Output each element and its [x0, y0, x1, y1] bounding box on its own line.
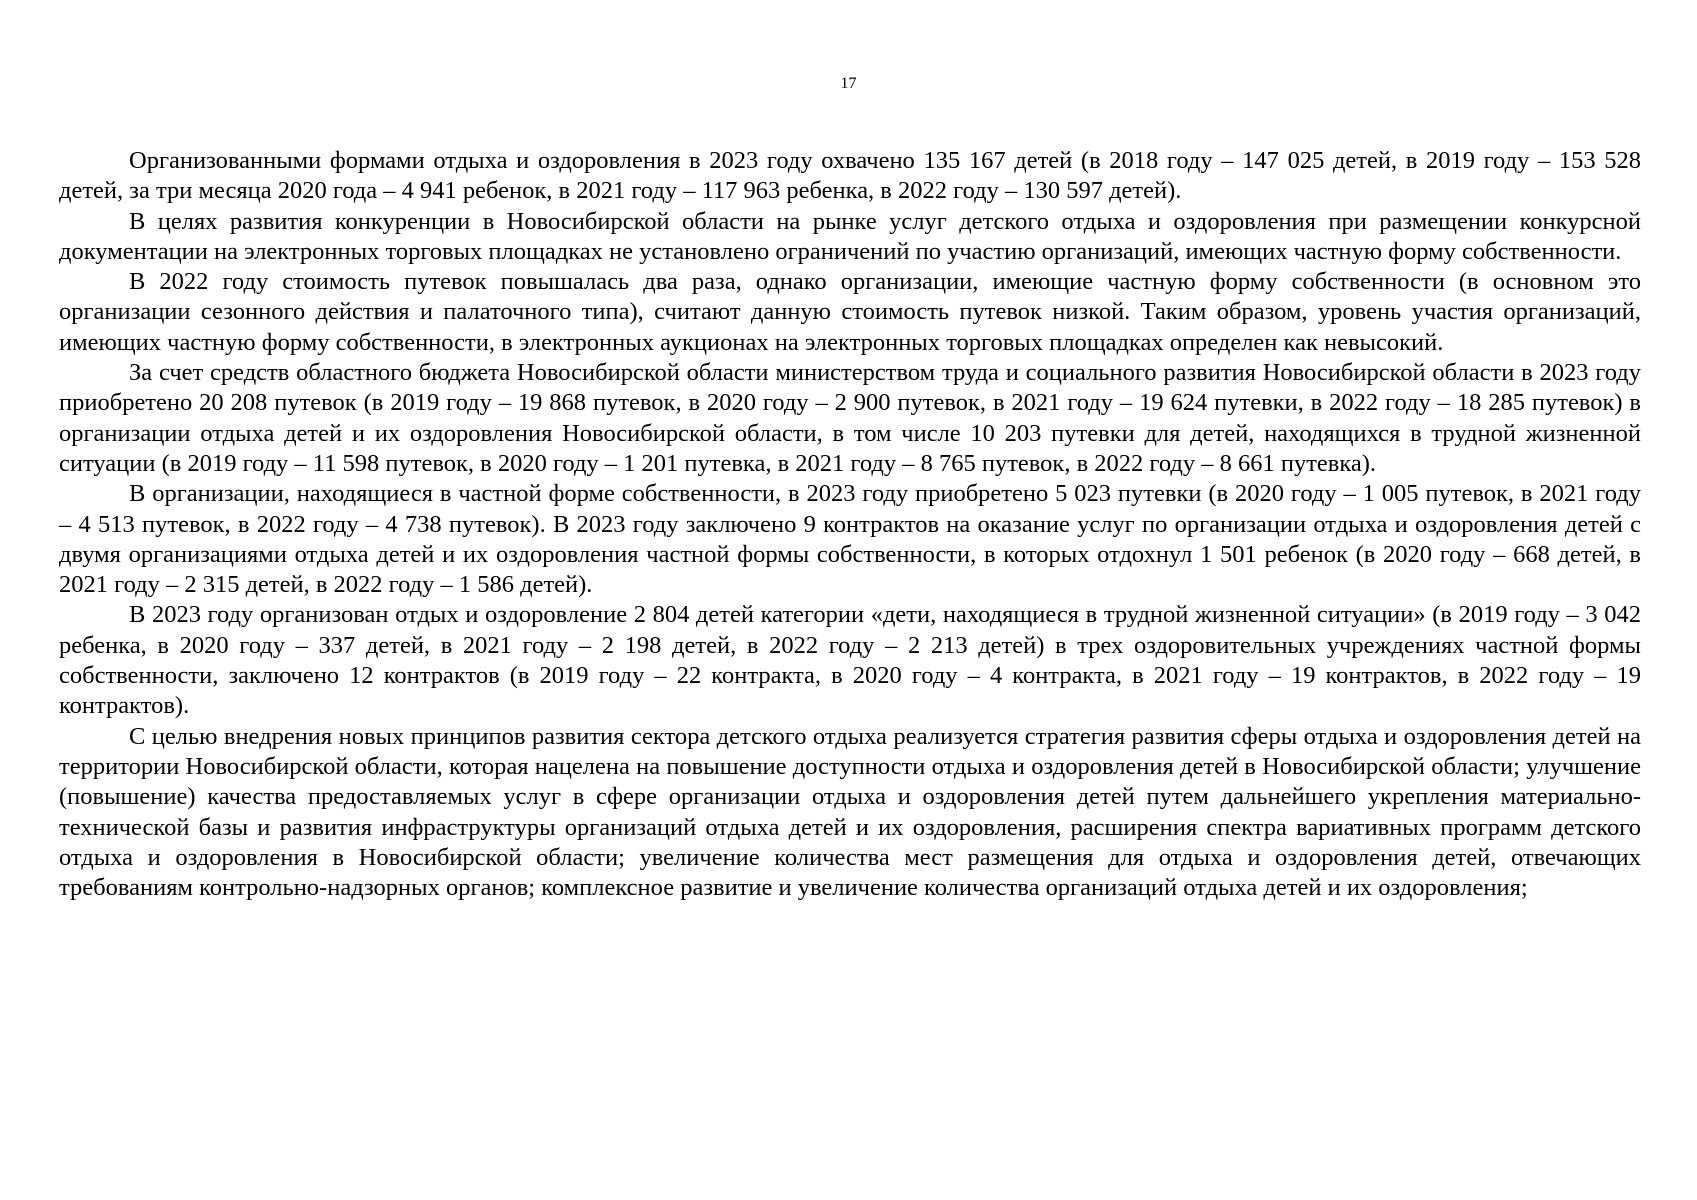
paragraph-regional-budget-vouchers: За счет средств областного бюджета Новосибирской области министерством труда и социального развития Новосибирской области в 2023 году приобретено 20 208 путевок (в 2019 году – 19 868 путевок, в 2020 году – 2 900 путевок, в 2021 году – 19 624 путевки, в 2022 году – 18 285 путевок) в организации отдыха детей и их оздоровления Новосибирской области, в том числе 10 203 путевки для детей, находящихся в трудной жизненной ситуации (в 2019 году – 11 598 путевок, в 2020 году – 1 201 путевка, в 2021 году – 8 765 путевок, в 2022 году – 8 661 путевка). [59, 359, 1641, 477]
paragraph-private-organizations: В организации, находящиеся в частной форме собственности, в 2023 году приобретено 5 023 путевки (в 2020 году – 1 005 путевок, в 2021 году – 4 513 путевок, в 2022 году – 4 738 путевок). В 2023 году заключено 9 контрактов на оказание услуг по организации отдыха и оздоровления детей с двумя организациями отдыха детей и их оздоровления частной формы собственности, в которых отдохнул 1 501 ребенок (в 2020 году – 668 детей, в 2021 году – 2 315 детей, в 2022 году – 1 586 детей). [59, 480, 1641, 599]
paragraph-development-strategy: С целью внедрения новых принципов развития сектора детского отдыха реализуется стратегия развития сферы отдыха и оздоровления детей на территории Новосибирской области, которая нацелена на повышение доступности отдыха и оздоровления детей в Новосибирской области; улучшение (повышение) качества предоставляемых услуг в сфере организации отдыха и оздоровления детей путем дальнейшего укрепления материально-технической базы и развития инфраструктуры организаций отдыха детей и их оздоровления, расширения спектра вариативных программ детского отдыха и оздоровления в Новосибирской области; увеличение количества мест размещения для отдыха и оздоровления детей, отвечающих требованиям контрольно-надзорных органов; комплексное развитие и увеличение количества организаций отдыха детей и их оздоровления; [59, 722, 1641, 902]
page-number: 17 [840, 75, 857, 92]
paragraph-difficult-situation-children: В 2023 году организован отдых и оздоровление 2 804 детей категории «дети, находящиеся в трудной жизненной ситуации» (в 2019 году – 3 042 ребенка, в 2020 году – 337 детей, в 2021 году – 2 198 детей, в 2022 году – 2 213 детей) в трех оздоровительных учреждениях частной формы собственности, заключено 12 контрактов (в 2019 году – 22 контракта, в 2020 году – 4 контракта, в 2021 году – 19 контрактов, в 2022 году – 19 контрактов). [59, 601, 1641, 720]
paragraph-competition-development: В целях развития конкуренции в Новосибирской области на рынке услуг детского отдыха и оздоровления при размещении конкурсной документации на электронных торговых площадках не установлено ограничений по участию организаций, имеющих частную форму собственности. [59, 207, 1641, 265]
paragraph-children-coverage: Организованными формами отдыха и оздоровления в 2023 году охвачено 135 167 детей (в 2018 году – 147 025 детей, в 2019 году – 153 528 детей, за три месяца 2020 года – 4 941 ребенок, в 2021 году – 117 963 ребенка, в 2022 году – 130 597 детей). [59, 147, 1641, 205]
paragraph-voucher-cost: В 2022 году стоимость путевок повышалась два раза, однако организации, имеющие частную форму собственности (в основном это организации сезонного действия и палаточного типа), считают данную стоимость путевок низкой. Таким образом, уровень участия организаций, имеющих частную форму собственности, в электронных аукционах на электронных торговых площадках определен как невысокий. [59, 268, 1641, 356]
document-body [59, 146, 1641, 903]
